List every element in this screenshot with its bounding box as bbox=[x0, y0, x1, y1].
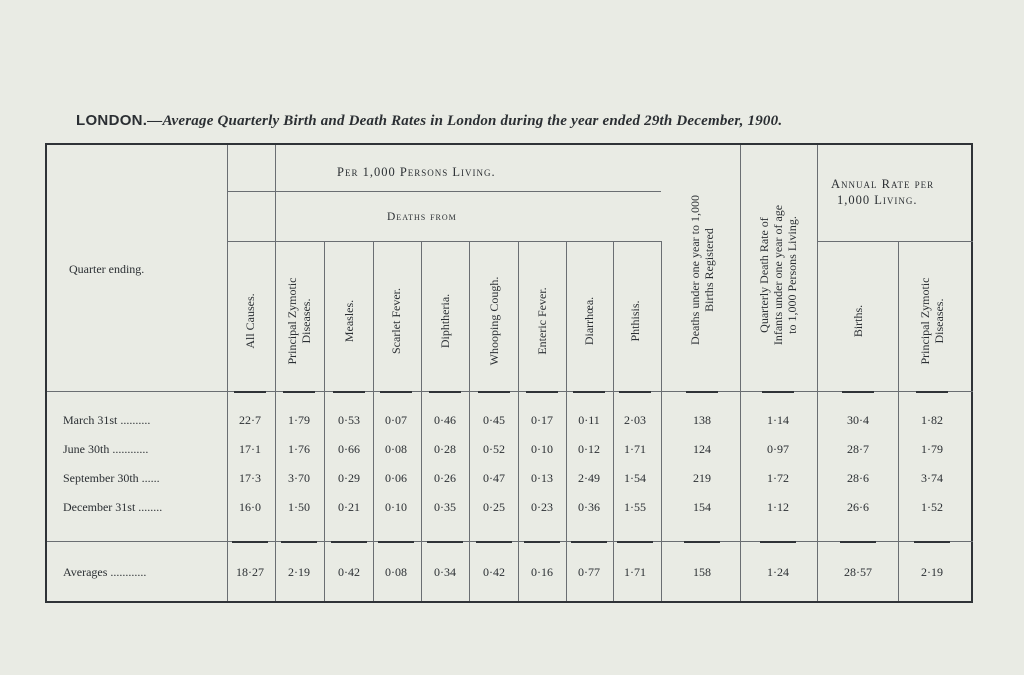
column-header-8 bbox=[582, 297, 596, 345]
column-header-2 bbox=[285, 278, 313, 365]
averages-dash-3 bbox=[331, 541, 367, 543]
row-4-cell-2: 1·50 bbox=[288, 500, 310, 514]
row-1-cell-8: 0·11 bbox=[578, 413, 600, 427]
header-per-1000-persons: Per 1,000 Persons Living. bbox=[337, 165, 496, 179]
row-1-cell-10: 138 bbox=[693, 413, 711, 427]
row-4-cell-1: 16·0 bbox=[239, 500, 261, 514]
column-divider-8 bbox=[613, 241, 614, 601]
column-divider-4 bbox=[421, 241, 422, 601]
column-header-6-line-1: Whooping Cough. bbox=[487, 276, 501, 366]
column-header-2-line-2: Diseases. bbox=[299, 298, 313, 344]
column-divider-0 bbox=[227, 145, 228, 601]
averages-dash-8 bbox=[571, 541, 607, 543]
row-3-cell-2: 3·70 bbox=[288, 471, 310, 485]
row-label-december: December 31st ........ bbox=[63, 500, 163, 514]
column-header-13-line-1: Principal Zymotic bbox=[918, 277, 932, 365]
column-header-10 bbox=[688, 195, 716, 345]
header-divider-columns bbox=[227, 241, 661, 242]
row-3-cell-1: 17·3 bbox=[239, 471, 261, 485]
averages-dash-13 bbox=[914, 541, 950, 543]
row-4-cell-7: 0·23 bbox=[531, 500, 553, 514]
column-header-1-line-1: All Causes. bbox=[243, 293, 257, 349]
statistics-table bbox=[45, 143, 973, 603]
averages-cell-9: 1·71 bbox=[624, 565, 646, 579]
row-2-cell-4: 0·08 bbox=[385, 442, 407, 456]
column-divider-11 bbox=[817, 145, 818, 601]
averages-cell-6: 0·42 bbox=[483, 565, 505, 579]
column-header-2-line-1: Principal Zymotic bbox=[285, 277, 299, 365]
column-header-3-line-1: Measles. bbox=[342, 299, 356, 343]
row-1-cell-11: 1·14 bbox=[767, 413, 789, 427]
header-dash-10 bbox=[686, 391, 718, 393]
header-dash-3 bbox=[333, 391, 365, 393]
averages-dash-12 bbox=[840, 541, 876, 543]
column-header-11-line-3: to 1,000 Persons Living. bbox=[785, 216, 799, 334]
row-label-averages: Averages ............ bbox=[63, 565, 147, 579]
averages-cell-5: 0·34 bbox=[434, 565, 456, 579]
column-header-9-line-1: Phthisis. bbox=[628, 300, 642, 342]
title-lead: LONDON. bbox=[76, 112, 148, 129]
column-divider-9 bbox=[661, 241, 662, 601]
averages-cell-3: 0·42 bbox=[338, 565, 360, 579]
row-label-march: March 31st .......... bbox=[63, 413, 151, 427]
column-header-13 bbox=[918, 278, 946, 365]
header-divider-deaths-from bbox=[227, 191, 661, 192]
column-divider-5 bbox=[469, 241, 470, 601]
row-3-cell-11: 1·72 bbox=[767, 471, 789, 485]
averages-cell-7: 0·16 bbox=[531, 565, 553, 579]
column-header-8-line-1: Diarrhœa. bbox=[582, 296, 596, 346]
averages-cell-4: 0·08 bbox=[385, 565, 407, 579]
row-3-cell-9: 1·54 bbox=[624, 471, 646, 485]
row-3-cell-12: 28·6 bbox=[847, 471, 869, 485]
header-dash-11 bbox=[762, 391, 794, 393]
column-header-12 bbox=[851, 305, 865, 337]
row-1-cell-7: 0·17 bbox=[531, 413, 553, 427]
column-header-10-line-1: Deaths under one year to 1,000 bbox=[688, 195, 702, 345]
column-header-10-line-2: Births Registered bbox=[702, 228, 716, 312]
row-label-september: September 30th ...... bbox=[63, 471, 160, 485]
column-divider-1 bbox=[275, 145, 276, 601]
title-rest: —Average Quarterly Birth and Death Rates in London during the year ended 29th December, 1900. bbox=[147, 113, 783, 129]
header-divider-annual-rate bbox=[817, 241, 973, 242]
averages-cell-1: 18·27 bbox=[236, 565, 264, 579]
row-4-cell-8: 0·36 bbox=[578, 500, 600, 514]
column-header-11 bbox=[757, 205, 799, 345]
row-2-cell-3: 0·66 bbox=[338, 442, 360, 456]
header-dash-13 bbox=[916, 391, 948, 393]
row-1-cell-3: 0·53 bbox=[338, 413, 360, 427]
row-4-cell-6: 0·25 bbox=[483, 500, 505, 514]
averages-dash-4 bbox=[378, 541, 414, 543]
row-2-cell-12: 28·7 bbox=[847, 442, 869, 456]
column-header-4-line-1: Scarlet Fever. bbox=[389, 288, 403, 354]
column-header-7 bbox=[535, 287, 549, 354]
averages-dash-10 bbox=[684, 541, 720, 543]
row-2-cell-2: 1·76 bbox=[288, 442, 310, 456]
row-1-cell-5: 0·46 bbox=[434, 413, 456, 427]
row-4-cell-9: 1·55 bbox=[624, 500, 646, 514]
column-header-3 bbox=[342, 300, 356, 342]
averages-cell-13: 2·19 bbox=[921, 565, 943, 579]
row-4-cell-4: 0·10 bbox=[385, 500, 407, 514]
row-2-cell-13: 1·79 bbox=[921, 442, 943, 456]
row-3-cell-3: 0·29 bbox=[338, 471, 360, 485]
row-3-cell-8: 2·49 bbox=[578, 471, 600, 485]
row-3-cell-5: 0·26 bbox=[434, 471, 456, 485]
column-divider-7 bbox=[566, 241, 567, 601]
header-dash-1 bbox=[234, 391, 266, 393]
table-grid bbox=[47, 145, 971, 601]
column-header-12-line-1: Births. bbox=[851, 304, 865, 338]
header-dash-6 bbox=[478, 391, 510, 393]
row-4-cell-12: 26·6 bbox=[847, 500, 869, 514]
column-divider-2 bbox=[324, 241, 325, 601]
column-divider-10 bbox=[740, 145, 741, 601]
row-2-cell-9: 1·71 bbox=[624, 442, 646, 456]
column-header-9 bbox=[628, 300, 642, 341]
header-dash-12 bbox=[842, 391, 874, 393]
row-2-cell-8: 0·12 bbox=[578, 442, 600, 456]
row-1-cell-4: 0·07 bbox=[385, 413, 407, 427]
averages-cell-10: 158 bbox=[693, 565, 711, 579]
header-dash-9 bbox=[619, 391, 651, 393]
column-divider-12 bbox=[898, 241, 899, 601]
averages-dash-11 bbox=[760, 541, 796, 543]
row-4-cell-3: 0·21 bbox=[338, 500, 360, 514]
row-3-cell-10: 219 bbox=[693, 471, 711, 485]
header-dash-5 bbox=[429, 391, 461, 393]
header-dash-4 bbox=[380, 391, 412, 393]
row-4-cell-10: 154 bbox=[693, 500, 711, 514]
averages-cell-2: 2·19 bbox=[288, 565, 310, 579]
averages-dash-7 bbox=[524, 541, 560, 543]
column-header-4 bbox=[389, 288, 403, 354]
column-divider-6 bbox=[518, 241, 519, 601]
table-title bbox=[76, 112, 976, 130]
averages-dash-6 bbox=[476, 541, 512, 543]
header-dash-2 bbox=[283, 391, 315, 393]
row-3-cell-4: 0·06 bbox=[385, 471, 407, 485]
header-bottom-rule bbox=[47, 391, 973, 392]
row-1-cell-1: 22·7 bbox=[239, 413, 261, 427]
header-quarter-ending: Quarter ending. bbox=[69, 262, 145, 276]
row-1-cell-6: 0·45 bbox=[483, 413, 505, 427]
header-deaths-from: Deaths from bbox=[387, 211, 457, 223]
averages-dash-2 bbox=[281, 541, 317, 543]
row-1-cell-12: 30·4 bbox=[847, 413, 869, 427]
averages-cell-12: 28·57 bbox=[844, 565, 872, 579]
averages-cell-8: 0·77 bbox=[578, 565, 600, 579]
column-header-7-line-1: Enteric Fever. bbox=[535, 287, 549, 355]
row-2-cell-10: 124 bbox=[693, 442, 711, 456]
column-header-13-line-2: Diseases. bbox=[932, 298, 946, 344]
row-2-cell-6: 0·52 bbox=[483, 442, 505, 456]
row-4-cell-5: 0·35 bbox=[434, 500, 456, 514]
row-2-cell-1: 17·1 bbox=[239, 442, 261, 456]
row-4-cell-13: 1·52 bbox=[921, 500, 943, 514]
header-dash-7 bbox=[526, 391, 558, 393]
column-divider-3 bbox=[373, 241, 374, 601]
header-annual-rate-line2: 1,000 Living. bbox=[837, 193, 918, 207]
row-1-cell-9: 2·03 bbox=[624, 413, 646, 427]
column-header-11-line-2: Infants under one year of age bbox=[771, 204, 785, 346]
row-2-cell-5: 0·28 bbox=[434, 442, 456, 456]
row-1-cell-13: 1·82 bbox=[921, 413, 943, 427]
row-1-cell-2: 1·79 bbox=[288, 413, 310, 427]
averages-dash-9 bbox=[617, 541, 653, 543]
row-label-june: June 30th ............ bbox=[63, 442, 149, 456]
row-4-cell-11: 1·12 bbox=[767, 500, 789, 514]
row-3-cell-6: 0·47 bbox=[483, 471, 505, 485]
averages-dash-1 bbox=[232, 541, 268, 543]
row-2-cell-7: 0·10 bbox=[531, 442, 553, 456]
column-header-5-line-1: Diphtheria. bbox=[438, 293, 452, 349]
averages-cell-11: 1·24 bbox=[767, 565, 789, 579]
column-header-6 bbox=[487, 277, 501, 366]
row-3-cell-13: 3·74 bbox=[921, 471, 943, 485]
header-annual-rate-line1: Annual Rate per bbox=[831, 177, 935, 191]
row-3-cell-7: 0·13 bbox=[531, 471, 553, 485]
row-2-cell-11: 0·97 bbox=[767, 442, 789, 456]
averages-dash-5 bbox=[427, 541, 463, 543]
column-header-1 bbox=[243, 293, 257, 348]
column-header-11-line-1: Quarterly Death Rate of bbox=[757, 217, 771, 333]
header-dash-8 bbox=[573, 391, 605, 393]
column-header-5 bbox=[438, 294, 452, 348]
